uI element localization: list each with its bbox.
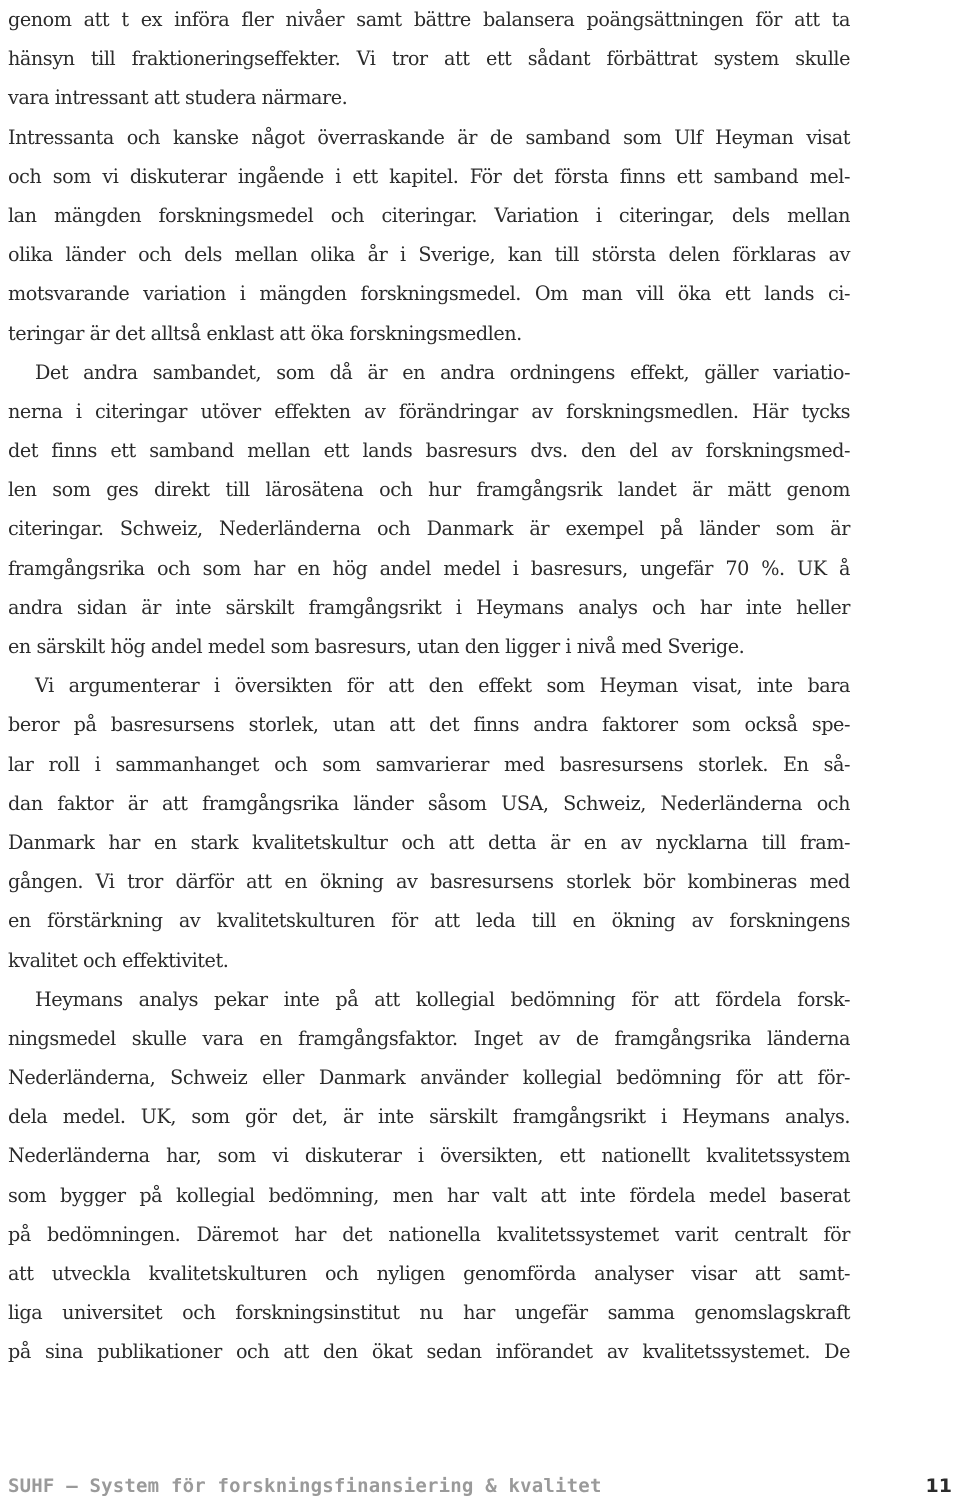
text-line: andra sidan är inte särskilt framgångsrikt i Heymans analys och har inte heller: [8, 595, 850, 619]
text-line: på sina publikationer och att den ökat sedan införandet av kvalitetssystemet. De: [8, 1340, 850, 1364]
text-line: vara intressant att studera närmare.: [8, 86, 348, 110]
text-line: som bygger på kollegial bedömning, men har valt att inte fördela medel baserat: [8, 1183, 850, 1207]
text-line: dan faktor är att framgångsrika länder såsom USA, Schweiz, Nederländerna och: [8, 791, 850, 815]
text-line: Vi argumenterar i översikten för att den effekt som Heyman visat, inte bara: [35, 674, 850, 698]
document-body: [8, 0, 850, 1372]
text-line: motsvarande variation i mängden forskningsmedel. Om man vill öka ett lands ci-: [8, 282, 850, 306]
text-line: det finns ett samband mellan ett lands basresurs dvs. den del av forskningsmed-: [8, 439, 850, 463]
text-line: ningsmedel skulle vara en framgångsfaktor. Inget av de framgångsrika länderna: [8, 1026, 850, 1050]
paragraph-1: [8, 0, 850, 118]
text-line: Heymans analys pekar inte på att kollegial bedömning för att fördela forsk-: [35, 987, 850, 1011]
text-line: len som ges direkt till lärosätena och hur framgångsrik landet är mätt genom: [8, 478, 850, 502]
text-line: en särskilt hög andel medel som basresurs, utan den ligger i nivå med Sverige.: [8, 635, 745, 658]
paragraph-3: [8, 353, 850, 667]
footer-title: SUHF – System för forskningsfinansiering & kvalitet: [8, 1475, 602, 1497]
text-line: genom att t ex införa fler nivåer samt bättre balansera poängsättningen för att ta: [8, 8, 850, 31]
text-line: att utveckla kvalitetskulturen och nyligen genomförda analyser visar att samt-: [8, 1262, 850, 1285]
text-line: på bedömningen. Däremot har det nationella kvalitetssystemet varit centralt för: [8, 1222, 850, 1246]
text-line: citeringar. Schweiz, Nederländerna och Danmark är exempel på länder som är: [8, 517, 850, 541]
text-line: hänsyn till fraktioneringseffekter. Vi tror att ett sådant förbättrat system skulle: [8, 47, 850, 71]
text-line: liga universitet och forskningsinstitut nu har ungefär samma genomslagskraft: [8, 1301, 850, 1325]
text-line: och som vi diskuterar ingående i ett kapitel. För det första finns ett samband mel-: [8, 164, 850, 188]
text-line: framgångsrika och som har en hög andel medel i basresurs, ungefär 70 %. UK å: [8, 556, 850, 580]
text-line: dela medel. UK, som gör det, är inte särskilt framgångsrikt i Heymans analys.: [8, 1105, 850, 1129]
text-line: Intressanta och kanske något överraskande är de samband som Ulf Heyman visat: [8, 125, 850, 149]
paragraph-5: [8, 980, 850, 1372]
text-line: olika länder och dels mellan olika år i Sverige, kan till största delen förklaras av: [8, 243, 850, 267]
text-line: teringar är det alltså enklast att öka forskningsmedlen.: [8, 321, 522, 345]
text-line: Det andra sambandet, som då är en andra ordningens effekt, gäller variatio-: [35, 360, 850, 384]
text-line: Danmark har en stark kvalitetskultur och att detta är en av nycklarna till fram-: [8, 830, 850, 854]
text-line: lar roll i sammanhanget och som samvarierar med basresursens storlek. En så-: [8, 752, 850, 776]
page-footer: [0, 1464, 960, 1503]
text-line: gången. Vi tror därför att en ökning av basresursens storlek bör kombineras med: [8, 870, 850, 894]
paragraph-2: [8, 118, 850, 353]
text-line: nerna i citeringar utöver effekten av förändringar av forskningsmedlen. Här tycks: [8, 399, 850, 423]
text-line: Nederländerna har, som vi diskuterar i översikten, ett nationellt kvalitetssystem: [8, 1144, 850, 1168]
page-number: 11: [925, 1475, 952, 1497]
text-line: kvalitet och effektivitet.: [8, 948, 229, 972]
text-line: lan mängden forskningsmedel och citeringar. Variation i citeringar, dels mellan: [8, 203, 850, 227]
text-line: beror på basresursens storlek, utan att det finns andra faktorer som också spe-: [8, 713, 850, 737]
paragraph-4: [8, 666, 850, 980]
text-line: en förstärkning av kvalitetskulturen för att leda till en ökning av forskningens: [8, 909, 850, 933]
text-line: Nederländerna, Schweiz eller Danmark använder kollegial bedömning för att för-: [8, 1066, 850, 1090]
